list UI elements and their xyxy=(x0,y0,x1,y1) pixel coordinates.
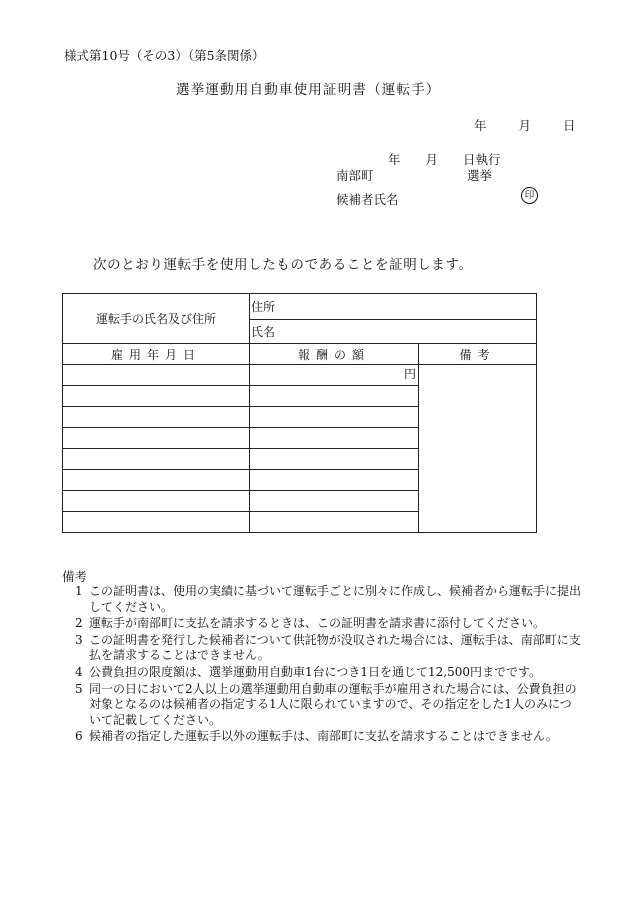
execution-date-line: 年 月 日執行 xyxy=(388,152,501,167)
header-employment-date: 雇用年月日 xyxy=(63,344,250,365)
issue-date-line xyxy=(474,116,575,134)
driver-name-address-label: 運転手の氏名及び住所 xyxy=(63,294,250,344)
notes-list xyxy=(62,584,582,746)
remuneration-cell[interactable] xyxy=(250,407,419,428)
remuneration-cell[interactable] xyxy=(250,428,419,449)
remuneration-cell[interactable] xyxy=(250,470,419,491)
document-title: 選挙運動用自動車使用証明書（運転手） xyxy=(176,82,441,98)
certification-statement: 次のとおり運転手を使用したものであることを証明します。 xyxy=(93,257,473,273)
candidate-name-label: 候補者氏名 xyxy=(336,192,399,207)
note-item: 2 運転手が南部町に支払を請求するときは、この証明書を請求書に添付してください。 xyxy=(75,616,546,631)
issue-day-label: 日 xyxy=(562,118,576,133)
issue-year-label: 年 xyxy=(474,118,487,133)
yen-unit: 円 xyxy=(403,367,416,381)
remuneration-cell[interactable] xyxy=(250,449,419,470)
employment-date-cell[interactable] xyxy=(63,470,250,491)
name-field[interactable] xyxy=(250,320,537,344)
header-remuneration: 報酬の額 xyxy=(250,344,419,365)
note-item: 1 この証明書は、使用の実績に基づいて運転手ごとに別々に作成し、候補者から運転手に提出してください。 xyxy=(75,584,582,614)
address-field[interactable] xyxy=(250,294,537,320)
note-item: 6 候補者の指定した運転手以外の運転手は、南部町に支払を請求することはできません。 xyxy=(75,729,558,744)
remuneration-cell[interactable] xyxy=(250,491,419,512)
remuneration-cell[interactable] xyxy=(250,365,419,386)
remarks-cell[interactable] xyxy=(419,365,537,533)
table-row xyxy=(63,365,537,386)
remuneration-cell[interactable] xyxy=(250,386,419,407)
name-label: 氏名 xyxy=(251,325,276,339)
driver-usage-table xyxy=(62,293,537,533)
town-name: 南部町 xyxy=(336,168,374,183)
issue-month-label: 月 xyxy=(518,118,531,133)
address-label: 住所 xyxy=(251,300,276,314)
employment-date-cell[interactable] xyxy=(63,365,250,386)
election-label: 選挙 xyxy=(467,168,493,183)
seal-mark: 印 xyxy=(521,187,538,204)
notes-heading: 備考 xyxy=(62,569,88,584)
header-remarks: 備考 xyxy=(419,344,537,365)
table-header-row xyxy=(63,344,537,365)
employment-date-cell[interactable] xyxy=(63,491,250,512)
employment-date-cell[interactable] xyxy=(63,428,250,449)
note-item: 3 この証明書を発行した候補者について供託物が没収された場合には、運転手は、南部町に支払を請求することはできません。 xyxy=(75,632,581,663)
employment-date-cell[interactable] xyxy=(63,407,250,428)
form-number: 様式第10号（その3）（第5条関係） xyxy=(64,48,265,63)
note-item: 4 公費負担の限度額は、選挙運動用自動車1台につき1日を通じて12,500円までです。 xyxy=(75,664,542,679)
note-item: 5 同一の日において2人以上の選挙運動用自動車の運転手が雇用された場合には、公費負担の対象となるのは候補者の指定する1人に限られていますので、その指定をした1人のみについて記載してください。 xyxy=(75,681,577,727)
employment-date-cell[interactable] xyxy=(63,449,250,470)
remuneration-cell[interactable] xyxy=(250,512,419,533)
employment-date-cell[interactable] xyxy=(63,512,250,533)
employment-date-cell[interactable] xyxy=(63,386,250,407)
